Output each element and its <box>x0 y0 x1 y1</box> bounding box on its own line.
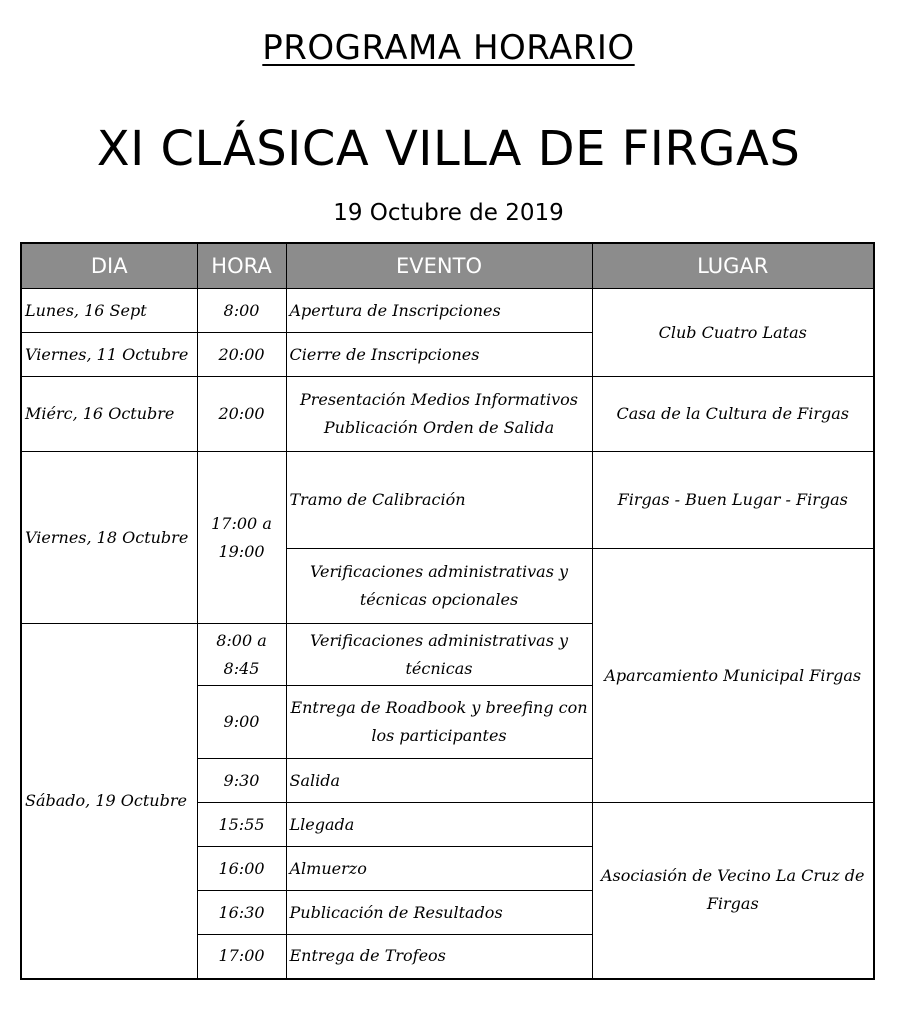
col-header-evento: EVENTO <box>286 243 592 289</box>
table-row <box>21 452 874 549</box>
cell-hora: 17:00 <box>197 935 286 979</box>
cell-hora: 20:00 <box>197 377 286 452</box>
cell-evento: Almuerzo <box>286 847 592 891</box>
cell-evento: Publicación de Resultados <box>286 891 592 935</box>
cell-evento: Apertura de Inscripciones <box>286 289 592 333</box>
cell-evento: Llegada <box>286 803 592 847</box>
cell-dia: Miérc, 16 Octubre <box>21 377 197 452</box>
cell-hora: 15:55 <box>197 803 286 847</box>
cell-evento: Verificaciones administrativas y técnicas <box>286 624 592 686</box>
cell-hora: 9:00 <box>197 686 286 759</box>
page-heading <box>0 26 897 70</box>
cell-hora: 17:00 a 19:00 <box>197 452 286 624</box>
cell-evento: Tramo de Calibración <box>286 452 592 549</box>
cell-lugar: Asociasión de Vecino La Cruz de Firgas <box>592 803 874 979</box>
table-header-row <box>21 243 874 289</box>
cell-hora: 9:30 <box>197 759 286 803</box>
event-title: XI CLÁSICA VILLA DE FIRGAS <box>96 121 801 177</box>
cell-evento: Entrega de Roadbook y breefing con los participantes <box>286 686 592 759</box>
programa-horario-title: PROGRAMA HORARIO <box>262 28 635 68</box>
cell-evento: Cierre de Inscripciones <box>286 333 592 377</box>
col-header-dia: DIA <box>21 243 197 289</box>
cell-hora: 16:30 <box>197 891 286 935</box>
cell-lugar: Firgas - Buen Lugar - Firgas <box>592 452 874 549</box>
cell-evento: Salida <box>286 759 592 803</box>
event-date: 19 Octubre de 2019 <box>333 200 564 226</box>
table-row <box>21 377 874 452</box>
cell-dia: Viernes, 18 Octubre <box>21 452 197 624</box>
cell-dia: Sábado, 19 Octubre <box>21 624 197 979</box>
cell-lugar: Aparcamiento Municipal Firgas <box>592 549 874 803</box>
cell-hora: 8:00 a 8:45 <box>197 624 286 686</box>
cell-evento: Presentación Medios Informativos Publicación Orden de Salida <box>286 377 592 452</box>
cell-hora: 20:00 <box>197 333 286 377</box>
cell-lugar: Casa de la Cultura de Firgas <box>592 377 874 452</box>
cell-dia: Viernes, 11 Octubre <box>21 333 197 377</box>
cell-lugar: Club Cuatro Latas <box>592 289 874 377</box>
cell-hora: 16:00 <box>197 847 286 891</box>
cell-hora: 8:00 <box>197 289 286 333</box>
cell-dia: Lunes, 16 Sept <box>21 289 197 333</box>
col-header-hora: HORA <box>197 243 286 289</box>
cell-evento: Entrega de Trofeos <box>286 935 592 979</box>
cell-evento: Verificaciones administrativas y técnicas opcionales <box>286 549 592 624</box>
col-header-lugar: LUGAR <box>592 243 874 289</box>
table-row <box>21 289 874 333</box>
schedule-table <box>20 242 875 980</box>
